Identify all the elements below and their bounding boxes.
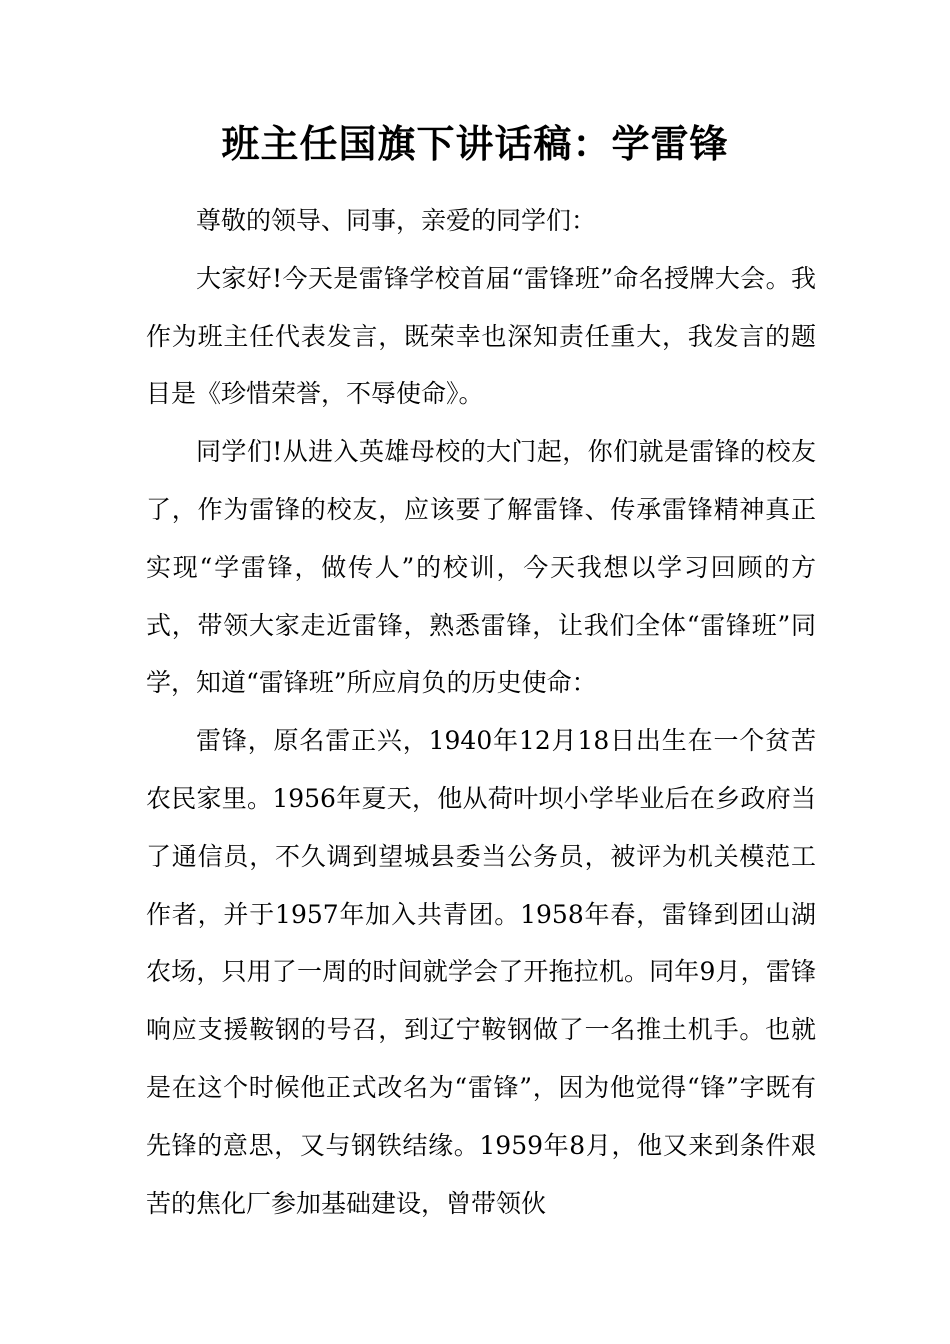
document-title: 班主任国旗下讲话稿：学雷锋 xyxy=(221,122,729,166)
document-body xyxy=(146,192,816,1232)
opening-paragraph: 大家好!今天是雷锋学校首届“雷锋班”命名授牌大会。我作为班主任代表发言，既荣幸也深知责任重大，我发言的题目是《珍惜荣誉，不辱使命》。 xyxy=(146,263,816,409)
biography-paragraph: 雷锋，原名雷正兴，1940年12月18日出生在一个贫苦农民家里。1956年夏天，他从荷叶坝小学毕业后在乡政府当了通信员，不久调到望城县委当公务员，被评为机关模范工作者，并于1957年加入共青团。1958年春，雷锋到团山湖农场，只用了一周的时间就学会了开拖拉机。同年9月，雷锋响应支援鞍钢的号召，到辽宁鞍钢做了一名推土机手。也就是在这个时候他正式改名为“雷锋”，因为他觉得“锋”字既有先锋的意思，又与钢铁结缘。1959年8月，他又来到条件艰苦的焦化厂参加基础建设，曾带领伙 xyxy=(146,726,816,1218)
classmates-paragraph: 同学们!从进入英雄母校的大门起，你们就是雷锋的校友了，作为雷锋的校友，应该要了解雷锋、传承雷锋精神真正实现“学雷锋，做传人”的校训，今天我想以学习回顾的方式，带领大家走近雷锋，熟悉雷锋，让我们全体“雷锋班”同学，知道“雷锋班”所应肩负的历史使命： xyxy=(146,437,816,698)
greeting-paragraph: 尊敬的领导、同事，亲爱的同学们： xyxy=(196,206,597,235)
